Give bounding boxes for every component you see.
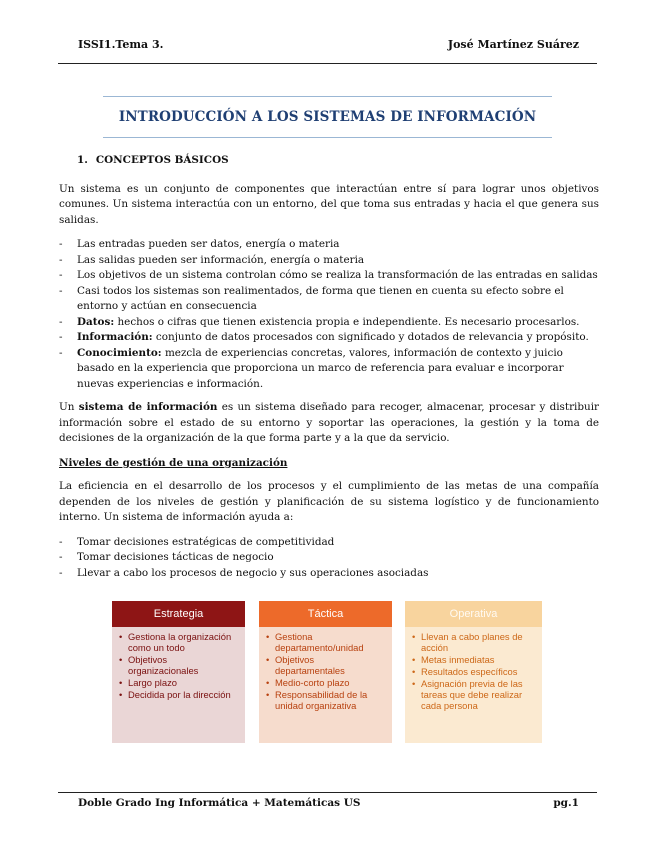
title-box [103, 96, 552, 138]
list-item: - Las entradas pueden ser datos, energía o materia [59, 237, 599, 253]
footer-degree: Doble Grado Ing Informática + Matemáticas US [78, 797, 361, 809]
strategy-column [112, 601, 245, 743]
list-item: • Largo plazo [118, 677, 239, 688]
header-author: José Martínez Suárez [447, 38, 579, 51]
list-item: • Llevan a cabo planes de acción [411, 631, 536, 653]
list-item: • Asignación previa de las tareas que debe realizar cada persona [411, 678, 536, 711]
page-header [78, 38, 579, 54]
page-number: pg.1 [553, 797, 579, 809]
operative-column [405, 601, 542, 743]
document-body [59, 153, 599, 589]
list-item: • Objetivos departamentales [265, 654, 386, 676]
niveles-heading: Niveles de gestión de una organización [59, 456, 288, 469]
list-item: - Tomar decisiones estratégicas de competitividad [59, 535, 599, 551]
list-item: - Datos: hechos o cifras que tienen existencia propia e independiente. Es necesario procesarlos. [59, 315, 599, 331]
section-heading [77, 153, 599, 169]
header-course: ISSI1.Tema 3. [78, 38, 164, 51]
si-definition-paragraph: Un sistema de información es un sistema diseñado para recoger, almacenar, procesar y distribuir información sobre el estado de su entorno y soportar las operaciones, la gestión y la toma de decisiones de la organización de la que forma parte y a la que da servicio. [59, 401, 599, 444]
niveles-paragraph: La eficiencia en el desarrollo de los procesos y el cumplimiento de las metas de una compañía dependen de los niveles de gestión y planificación de su sistema logístico y de funcionamiento interno. Un sistema de información ayuda a: [59, 480, 599, 523]
list-item: • Responsabilidad de la unidad organizativa [265, 689, 386, 711]
list-item: - Conocimiento: mezcla de experiencias concretas, valores, información de contexto y juicio basado en la experiencia que proporciona un marco de referencia para evaluar e incorporar nuevas experiencias e información. [59, 346, 599, 393]
header-divider [58, 63, 597, 64]
section-title: CONCEPTOS BÁSICOS [95, 154, 229, 166]
section-number: 1. [77, 154, 88, 166]
concepts-list [59, 237, 599, 392]
tactic-header: Táctica [259, 601, 392, 627]
list-item: • Medio-corto plazo [265, 677, 386, 688]
operative-header: Operativa [405, 601, 542, 627]
page-title: INTRODUCCIÓN A LOS SISTEMAS DE INFORMACIÓN [118, 109, 537, 125]
list-item: - Tomar decisiones tácticas de negocio [59, 550, 599, 566]
list-item: • Metas inmediatas [411, 654, 536, 665]
strategy-header: Estrategia [112, 601, 245, 627]
page-footer [78, 797, 579, 813]
list-item: • Objetivos organizacionales [118, 654, 239, 676]
list-item: - Información: conjunto de datos procesados con significado y dotados de relevancia y propósito. [59, 330, 599, 346]
list-item: • Gestiona la organización como un todo [118, 631, 239, 653]
list-item: • Decidida por la dirección [118, 689, 239, 700]
intro-paragraph: Un sistema es un conjunto de componentes que interactúan entre sí para lograr unos objetivos comunes. Un sistema interactúa con un entorno, del que toma sus entradas y hacia el que genera sus salidas. [59, 182, 599, 226]
tactic-column [259, 601, 392, 743]
list-item: • Resultados específicos [411, 666, 536, 677]
management-levels-diagram [112, 601, 544, 743]
list-item: - Las salidas pueden ser información, energía o materia [59, 253, 599, 269]
list-item: - Llevar a cabo los procesos de negocio y sus operaciones asociadas [59, 566, 599, 582]
list-item: • Gestiona departamento/unidad [265, 631, 386, 653]
helps-list [59, 535, 599, 582]
list-item: - Los objetivos de un sistema controlan cómo se realiza la transformación de las entradas en salidas [59, 268, 599, 284]
list-item: - Casi todos los sistemas son realimentados, de forma que tienen en cuenta su efecto sobre el entorno y actúan en consecuencia [59, 284, 599, 315]
footer-divider [58, 792, 597, 793]
